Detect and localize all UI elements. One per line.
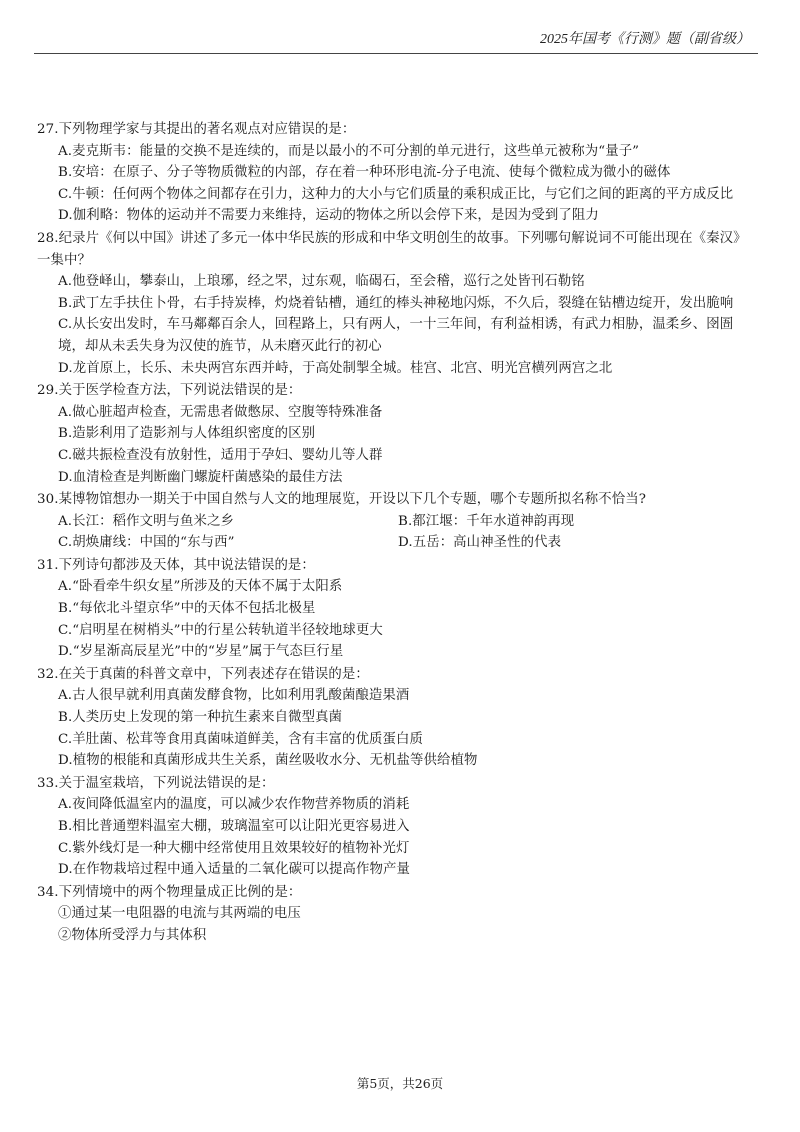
option-list [37,511,743,554]
option-b: B.造影利用了造影剂与人体组织密度的区别 [58,426,316,442]
option-list [37,903,743,946]
question-stem: 28.纪录片《何以中国》讲述了多元一体中华民族的形成和中华文明创生的故事。下列哪句解说词不可能出现在《秦汉》一集中？ [37,230,740,268]
option-d: D.五岳：高山神圣性的代表 [398,535,562,551]
option-d: D.“岁星渐高辰星光”中的“岁星”属于气态巨行星 [58,644,344,660]
question-29 [37,380,743,488]
question-stem: 32.在关于真菌的科普文章中，下列表述存在错误的是： [37,666,369,682]
option-d: D.血清检查是判断幽门螺旋杆菌感染的最佳方法 [58,469,343,485]
question-33 [37,773,743,881]
question-list [37,119,743,948]
question-31 [37,555,743,663]
option-a: A.麦克斯韦：能量的交换不是连续的，而是以最小的不可分割的单元进行，这些单元被称为“量子” [58,143,640,159]
option-a: A.“卧看牵牛织女星”所涉及的天体不属于太阳系 [58,579,343,595]
option-a: A.他登峄山，攀泰山，上琅琊，经之罘，过东观，临碣石，至会稽，巡行之处皆刊石勒铭 [58,274,585,290]
option-item-1: ①通过某一电阻器的电流与其两端的电压 [58,906,301,922]
option-list [37,794,743,880]
option-b: B.“每依北斗望京华”中的天体不包括北极星 [58,601,316,617]
option-d: D.在作物栽培过程中通入适量的二氧化碳可以提高作物产量 [58,862,410,878]
option-item-2: ②物体所受浮力与其体积 [58,927,207,943]
option-list [37,402,743,488]
question-stem: 34.下列情境中的两个物理量成正比例的是： [37,884,302,900]
option-a: A.古人很早就利用真菌发酵食物，比如利用乳酸菌酿造果酒 [58,688,410,704]
question-30 [37,489,743,554]
page-header-title: 2025年国考《行测》题（副省级） [540,32,750,47]
question-stem: 29.关于医学检查方法，下列说法错误的是： [37,383,302,399]
option-c: C.磁共振检查没有放射性，适用于孕妇、婴幼儿等人群 [58,447,383,463]
option-b: B.相比普通塑料温室大棚，玻璃温室可以让阳光更容易进入 [58,819,410,834]
question-27 [37,119,743,227]
option-list [37,271,743,379]
question-stem: 31.下列诗句都涉及天体，其中说法错误的是： [37,557,315,573]
option-c: C.牛顿：任何两个物体之间都存在引力，这种力的大小与它们质量的乘积成正比，与它们之间的距离的平方成反比 [58,186,734,202]
question-stem: 27.下列物理学家与其提出的著名观点对应错误的是： [37,122,356,137]
option-a: A.做心脏超声检查，无需患者做憋尿、空腹等特殊准备 [58,404,383,420]
option-c: C.“启明星在树梢头”中的行星公转轨道半径较地球更大 [58,622,383,638]
option-a: A.夜间降低温室内的温度，可以减少农作物营养物质的消耗 [58,797,410,813]
question-stem: 30.某博物馆想办一期关于中国自然与人文的地理展览，开设以下几个专题，哪个专题所拟名称不恰当? [37,492,646,508]
option-b: B.人类历史上发现的第一种抗生素来自微型真菌 [58,710,343,726]
option-a: A.长江：稻作文明与鱼米之乡 [58,513,235,529]
option-b: B.安培：在原子、分子等物质微粒的内部，存在着一种环形电流-分子电流、使每个微粒成为微小的磁体 [58,165,671,181]
option-c: C.羊肚菌、松茸等食用真菌味道鲜美，含有丰富的优质蛋白质 [58,731,423,747]
option-b: B.都江堰：千年水道神韵再现 [398,513,575,529]
option-c: C.胡焕庸线：中国的“东与西” [58,535,235,551]
question-28 [37,228,743,379]
option-c: C.紫外线灯是一种大棚中经常使用且效果较好的植物补光灯 [58,840,410,856]
option-d: D.伽利略：物体的运动并不需要力来维持，运动的物体之所以会停下来，是因为受到了阻力 [58,208,599,224]
question-32 [37,664,743,772]
option-list [37,576,743,662]
option-d: D.龙首原上，长乐、未央两宫东西并峙，于高处制掣全城。桂宫、北宫、明光宫横列两宫之北 [58,360,613,376]
option-list [37,141,743,227]
page-number: 第5页，共26页 [356,1076,444,1091]
option-b: B.武丁左手扶住卜骨，右手持炭棒，灼烧着钻槽，通红的棒头神秘地闪烁，不久后，裂缝在钻槽边绽开，发出脆响 [58,295,734,311]
question-stem: 33.关于温室栽培，下列说法错误的是： [37,775,275,791]
option-list [37,685,743,771]
option-c: C.从长安出发时，车马鄰鄰百余人，回程路上，只有两人，一十三年间，有利益相诱，有武力相胁，温柔乡、囹圄境，却从未丢失身为汉使的旌节，从未磨灭此行的初心 [58,317,734,354]
header-divider [34,53,758,54]
question-34 [37,882,743,947]
option-d: D.植物的根能和真菌形成共生关系，菌丝吸收水分、无机盐等供给植物 [58,753,478,769]
